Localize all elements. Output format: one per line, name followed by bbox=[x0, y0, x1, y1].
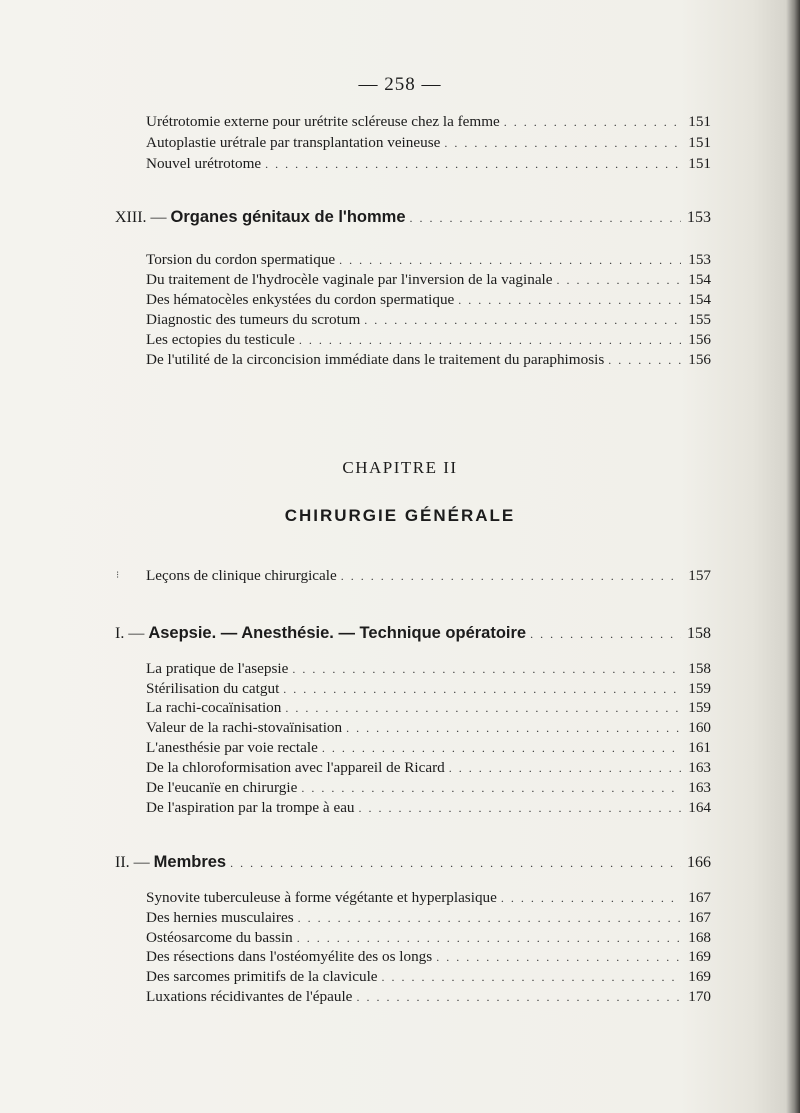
toc-entry-title: Des hématocèles enkystées du cordon spermatique bbox=[146, 291, 455, 308]
toc-entry-page: 153 bbox=[687, 209, 711, 226]
toc-entry bbox=[146, 660, 711, 681]
toc-entry-title: Diagnostic des tumeurs du scrotum bbox=[146, 311, 361, 328]
toc-entry-page: 161 bbox=[688, 739, 711, 756]
toc-entry-title: Des résections dans l'ostéomyélite des os longs bbox=[146, 948, 433, 965]
toc-entry bbox=[146, 291, 711, 312]
toc-entry-page: 168 bbox=[688, 929, 711, 946]
toc-entry-page: 151 bbox=[688, 155, 711, 172]
toc-entry bbox=[146, 948, 711, 969]
toc-entry-page: 156 bbox=[688, 351, 711, 368]
toc-entry bbox=[146, 113, 711, 134]
section-number: II. — Membres bbox=[115, 853, 227, 871]
toc-entry-page: 158 bbox=[688, 660, 711, 677]
toc-entry-page: 160 bbox=[688, 719, 711, 736]
toc-entry bbox=[146, 799, 711, 820]
margin-mark: ⁝ bbox=[116, 570, 120, 581]
toc-entry-title: Du traitement de l'hydrocèle vaginale par l'inversion de la vaginale bbox=[146, 271, 553, 288]
toc-entry-page: 167 bbox=[688, 909, 711, 926]
toc-entry-page: 153 bbox=[688, 251, 711, 268]
toc-entry-page: 158 bbox=[687, 625, 711, 642]
toc-entry-title: Des hernies musculaires bbox=[146, 909, 294, 926]
toc-entry-page: 157 bbox=[688, 567, 711, 584]
toc-entry-page: 164 bbox=[688, 799, 711, 816]
toc-entry bbox=[146, 155, 711, 176]
toc-entry-title: L'anesthésie par voie rectale bbox=[146, 739, 318, 756]
toc-entry-title: La rachi-cocaïnisation bbox=[146, 699, 282, 716]
toc-entry-title: Des sarcomes primitifs de la clavicule bbox=[146, 968, 378, 985]
toc-entry bbox=[146, 719, 711, 740]
toc-entry-title: Nouvel urétrotome bbox=[146, 155, 262, 172]
toc-entry-page: 163 bbox=[688, 779, 711, 796]
chapter-label: CHAPITRE II bbox=[342, 458, 458, 477]
toc-entry-title: Urétrotomie externe pour urétrite scléreuse chez la femme bbox=[146, 113, 500, 130]
toc-entry-page: 167 bbox=[688, 889, 711, 906]
toc-entry-title: De l'utilité de la circoncision immédiate dans le traitement du paraphimosis bbox=[146, 351, 605, 368]
toc-entry-page: 166 bbox=[687, 854, 711, 871]
toc-entry bbox=[146, 909, 711, 930]
toc-entry-title: De l'aspiration par la trompe à eau bbox=[146, 799, 355, 816]
page-number: — 258 — bbox=[358, 74, 442, 95]
toc-entry bbox=[146, 271, 711, 292]
toc-entry-title: Luxations récidivantes de l'épaule bbox=[146, 988, 353, 1005]
toc-entry-title: Ostéosarcome du bassin bbox=[146, 929, 293, 946]
toc-entry-page: 169 bbox=[688, 968, 711, 985]
section-title: Asepsie. — Anesthésie. — Technique opératoire bbox=[148, 624, 527, 642]
toc-entry-title: Les ectopies du testicule bbox=[146, 331, 295, 348]
toc-entry bbox=[146, 331, 711, 352]
toc-section-heading bbox=[115, 624, 711, 645]
section-title: Membres bbox=[153, 853, 227, 871]
toc-entry-page: 151 bbox=[688, 134, 711, 151]
toc-entry-title: Autoplastie urétrale par transplantation veineuse bbox=[146, 134, 441, 151]
toc-entry-page: 169 bbox=[688, 948, 711, 965]
toc-entry bbox=[146, 351, 711, 372]
toc-entry-title: Stérilisation du catgut bbox=[146, 680, 280, 697]
toc-entry-page: 154 bbox=[688, 291, 711, 308]
toc-entry bbox=[146, 699, 711, 720]
toc-entry-title: Torsion du cordon spermatique bbox=[146, 251, 336, 268]
toc-entry bbox=[146, 680, 711, 701]
section-number: XIII. — Organes génitaux de l'homme bbox=[115, 208, 406, 226]
section-title: Organes génitaux de l'homme bbox=[170, 208, 406, 226]
toc-entry-page: 155 bbox=[688, 311, 711, 328]
toc-entry-title: Synovite tuberculeuse à forme végétante et hyperplasique bbox=[146, 889, 497, 906]
toc-entry-title: De l'eucanïe en chirurgie bbox=[146, 779, 298, 796]
toc-entry bbox=[146, 929, 711, 950]
toc-entry bbox=[146, 251, 711, 272]
toc-entry bbox=[146, 759, 711, 780]
toc-entry bbox=[146, 988, 711, 1009]
chapter-title: CHIRURGIE GÉNÉRALE bbox=[284, 506, 516, 525]
toc-entry-page: 156 bbox=[688, 331, 711, 348]
toc-entry bbox=[146, 889, 711, 910]
toc-entry-title: De la chloroformisation avec l'appareil de Ricard bbox=[146, 759, 445, 776]
toc-entry-page: 154 bbox=[688, 271, 711, 288]
toc-entry bbox=[146, 567, 711, 588]
toc-entry bbox=[146, 311, 711, 332]
toc-entry bbox=[146, 779, 711, 800]
toc-entry-title: Leçons de clinique chirurgicale bbox=[146, 567, 337, 584]
toc-entry bbox=[146, 739, 711, 760]
toc-entry-page: 170 bbox=[688, 988, 711, 1005]
toc-entry-title: La pratique de l'asepsie bbox=[146, 660, 289, 677]
page-edge-shadow bbox=[786, 0, 800, 1113]
toc-section-heading bbox=[115, 853, 711, 874]
toc-entry-title: Valeur de la rachi-stovaïnisation bbox=[146, 719, 343, 736]
toc-section-heading bbox=[115, 208, 711, 229]
toc-entry-page: 163 bbox=[688, 759, 711, 776]
toc-entry-page: 159 bbox=[688, 699, 711, 716]
toc-entry-page: 151 bbox=[688, 113, 711, 130]
toc-entry-page: 159 bbox=[688, 680, 711, 697]
section-number: I. — Asepsie. — Anesthésie. — Technique opératoire bbox=[115, 624, 527, 642]
toc-entry bbox=[146, 968, 711, 989]
toc-entry bbox=[146, 134, 711, 155]
